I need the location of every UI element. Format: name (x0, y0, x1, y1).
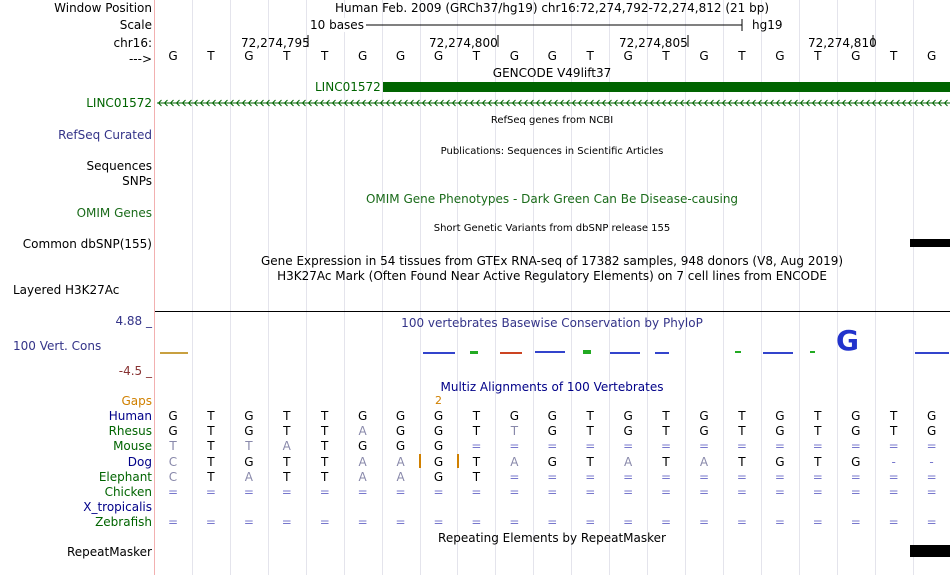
alignment-base: = (623, 439, 634, 454)
alignment-base: G (775, 454, 785, 469)
alignment-base: T (510, 424, 519, 439)
multiz-track-title[interactable]: Multiz Alignments of 100 Vertebrates (440, 380, 664, 394)
species-label[interactable]: Rhesus (108, 424, 152, 439)
alignment-base: G (244, 409, 254, 423)
alignment-base: = (585, 439, 596, 454)
alignment-base: = (736, 485, 747, 499)
alignment-base: = (471, 485, 482, 499)
alignment-base: C (168, 454, 178, 469)
alignment-base: = (547, 485, 558, 499)
gene-exon-bar[interactable] (383, 82, 950, 92)
gtex-track-title[interactable]: Gene Expression in 54 tissues from GTEx RNA-seq of 17382 samples, 948 donors (V8, Aug 2019) (260, 254, 844, 268)
alignment-base: A (624, 454, 633, 469)
alignment-base: = (509, 515, 520, 530)
alignment-base: T (321, 469, 329, 484)
alignment-base: = (812, 469, 823, 484)
alignment-base: = (888, 515, 899, 530)
alignment-base: = (509, 469, 520, 484)
alignment-base: T (472, 424, 481, 439)
alignment-base: = (926, 515, 937, 530)
reference-base: G (775, 49, 785, 63)
reference-base: G (395, 49, 406, 63)
alignment-base: G (244, 424, 254, 439)
alignment-base: = (319, 485, 330, 499)
alignment-base: = (243, 515, 254, 530)
alignment-base: = (926, 439, 937, 454)
gencode-track-title[interactable]: GENCODE V49lift37 (492, 66, 612, 80)
alignment-base: = (243, 485, 254, 499)
alignment-base: = (774, 469, 785, 484)
alignment-base: T (738, 424, 746, 439)
species-label[interactable]: Zebrafish (95, 515, 152, 530)
alignment-base: = (623, 485, 634, 499)
reference-base: T (738, 49, 746, 63)
alignment-base: A (282, 439, 291, 454)
alignment-base: = (850, 439, 861, 454)
species-label[interactable]: Human (108, 409, 152, 423)
alignment-base: - (891, 454, 896, 469)
alignment-base: C (168, 469, 178, 484)
ruler-tick-label: 72,274,810 (808, 36, 877, 50)
alignment-base: G (851, 424, 861, 439)
alignment-base: G (357, 439, 368, 454)
alignment-base: T (245, 439, 253, 454)
assembly-label: hg19 (752, 18, 783, 32)
alignment-base: G (623, 424, 633, 439)
label-layered-h3k27ac[interactable]: Layered H3K27Ac (13, 283, 120, 297)
alignment-base: A (244, 469, 253, 484)
alignment-base: = (698, 515, 710, 530)
alignment-base: T (321, 454, 329, 469)
alignment-base: T (321, 439, 329, 454)
reference-base: G (168, 49, 178, 63)
label-common-dbsnp[interactable]: Common dbSNP(155) (22, 237, 152, 251)
reference-base: G (244, 49, 254, 63)
dbsnp-track-title[interactable]: Short Genetic Variants from dbSNP release 155 (433, 223, 671, 234)
reference-base: T (662, 49, 670, 63)
alignment-base: T (586, 424, 594, 439)
reference-base: G (509, 49, 520, 63)
alignment-base: = (357, 485, 368, 499)
alignment-base: G (509, 409, 520, 423)
refseq-track-title[interactable]: RefSeq genes from NCBI (490, 115, 614, 126)
reference-base: G (547, 49, 557, 63)
alignment-base: G (851, 409, 861, 423)
alignment-base: T (738, 454, 746, 469)
window-position-title: Human Feb. 2009 (GRCh37/hg19) chr16:72,274,792-72,274,812 (21 bp) (334, 1, 770, 15)
alignment-base: = (547, 469, 558, 484)
alignment-base: = (698, 469, 710, 484)
alignment-base: = (509, 439, 520, 454)
alignment-base: T (814, 454, 822, 469)
label-strand-arrow[interactable]: ---> (128, 52, 152, 66)
alignment-base: A (510, 454, 519, 469)
alignment-base: G (775, 409, 785, 423)
label-refseq-curated[interactable]: RefSeq Curated (58, 128, 152, 142)
alignment-base: = (281, 485, 292, 499)
alignment-base: G (775, 424, 785, 439)
alignment-base: = (736, 439, 747, 454)
alignment-base: = (167, 515, 179, 530)
reference-base: G (926, 49, 937, 63)
label-chrom: chr16: (113, 36, 152, 50)
alignment-base: T (283, 469, 291, 484)
gap-count: 2 (435, 394, 442, 407)
species-label[interactable]: Chicken (104, 485, 152, 499)
alignment-base: A (396, 469, 405, 484)
alignment-base: = (433, 515, 444, 530)
gene-intron-line[interactable] (157, 97, 950, 109)
label-cons-min: -4.5 _ (118, 364, 152, 378)
omim-track-title[interactable]: OMIM Gene Phenotypes - Dark Green Can Be Disease-causing (365, 192, 739, 206)
label-repeatmasker[interactable]: RepeatMasker (66, 545, 152, 559)
alignment-base: G (395, 424, 406, 439)
reference-base: T (207, 49, 215, 63)
alignment-base: - (929, 454, 934, 469)
alignment-base: T (169, 439, 177, 454)
grid-line (306, 0, 307, 575)
alignment-base: T (738, 409, 746, 423)
alignment-base: A (358, 424, 367, 439)
label-gaps: Gaps (121, 394, 152, 408)
alignment-base: = (585, 485, 596, 499)
alignment-base: = (774, 515, 785, 530)
label-sequences[interactable]: Sequences (86, 159, 152, 173)
alignment-base: G (395, 439, 406, 454)
alignment-base: = (926, 469, 937, 484)
conservation-peak-logo: G (836, 324, 859, 357)
ruler-tick-label: 72,274,800 (429, 36, 498, 50)
label-window-position: Window Position (54, 1, 152, 15)
alignment-base: G (623, 409, 633, 423)
alignment-base: T (207, 454, 215, 469)
species-label[interactable]: Mouse (113, 439, 152, 454)
label-separator (154, 0, 155, 575)
reference-base: G (851, 49, 861, 63)
dog-insertion-mark (457, 454, 459, 468)
alignment-base: = (205, 485, 216, 499)
alignment-base: = (547, 439, 558, 454)
alignment-base: = (623, 515, 634, 530)
label-omim-genes[interactable]: OMIM Genes (76, 206, 152, 220)
publications-track-title[interactable]: Publications: Sequences in Scientific Articles (440, 146, 664, 157)
alignment-base: = (812, 485, 823, 499)
alignment-base: = (661, 469, 672, 484)
alignment-base: T (586, 454, 594, 469)
alignment-base: A (699, 454, 709, 469)
h3k27ac-baseline (155, 311, 950, 312)
alignment-base: = (661, 439, 672, 454)
reference-base: G (699, 49, 709, 63)
reference-base: T (472, 49, 481, 63)
alignment-base: = (774, 439, 785, 454)
scale-label: 10 bases (310, 18, 364, 32)
alignment-base: G (433, 469, 444, 484)
alignment-base: = (509, 485, 520, 499)
species-label[interactable]: Elephant (98, 469, 152, 484)
ruler-tick-label: 72,274,795 (241, 36, 310, 50)
alignment-base: T (207, 409, 215, 423)
alignment-base: = (850, 469, 861, 484)
alignment-base: G (547, 409, 557, 423)
alignment-base: A (396, 454, 405, 469)
alignment-base: G (851, 454, 861, 469)
alignment-base: G (547, 424, 557, 439)
label-cons-max: 4.88 _ (115, 314, 152, 328)
reference-base: T (321, 49, 329, 63)
alignment-base: G (357, 409, 368, 423)
alignment-base: T (207, 439, 215, 454)
alignment-base: = (167, 485, 179, 499)
label-scale: Scale (119, 18, 152, 32)
alignment-base: A (358, 454, 367, 469)
alignment-base: = (357, 515, 368, 530)
alignment-base: A (358, 469, 367, 484)
alignment-base: T (321, 409, 329, 423)
alignment-base: = (774, 485, 785, 499)
alignment-base: T (472, 454, 481, 469)
alignment-base: = (661, 485, 672, 499)
alignment-base: = (661, 515, 672, 530)
alignment-base: G (395, 409, 406, 423)
species-label[interactable]: Dog (127, 454, 152, 469)
alignment-base: = (698, 439, 710, 454)
alignment-base: G (433, 439, 444, 454)
alignment-base: T (207, 469, 215, 484)
alignment-base: T (662, 409, 670, 423)
label-100-vert-cons[interactable]: 100 Vert. Cons (13, 339, 102, 353)
alignment-base: = (850, 485, 861, 499)
alignment-base: = (888, 469, 899, 484)
alignment-base: = (281, 515, 292, 530)
grid-line (268, 0, 269, 575)
alignment-base: T (814, 409, 822, 423)
alignment-base: = (471, 439, 482, 454)
reference-base: T (283, 49, 291, 63)
reference-base: T (889, 49, 898, 63)
reference-base: G (623, 49, 633, 63)
alignment-base: T (586, 409, 594, 423)
alignment-base: = (395, 485, 406, 499)
alignment-base: = (623, 469, 634, 484)
alignment-base: G (433, 409, 444, 423)
alignment-base: G (244, 454, 254, 469)
alignment-base: T (321, 424, 329, 439)
alignment-base: T (472, 469, 481, 484)
grid-line (192, 0, 193, 575)
alignment-base: T (814, 424, 822, 439)
alignment-base: T (662, 454, 670, 469)
label-snps[interactable]: SNPs (122, 174, 152, 188)
alignment-base: = (433, 485, 444, 499)
reference-base: T (586, 49, 594, 63)
alignment-base: T (889, 424, 898, 439)
alignment-base: = (812, 439, 823, 454)
alignment-base: = (926, 485, 937, 499)
alignment-base: G (168, 424, 178, 439)
alignment-base: G (699, 424, 709, 439)
alignment-base: G (926, 424, 937, 439)
reference-base: T (814, 49, 822, 63)
gene-name-label[interactable]: LINC01572 (315, 80, 381, 94)
alignment-base: = (888, 485, 899, 499)
alignment-base: = (585, 469, 596, 484)
alignment-base: G (168, 409, 178, 423)
alignment-base: = (471, 515, 482, 530)
alignment-base: = (205, 515, 216, 530)
repeatmasker-track-title[interactable]: Repeating Elements by RepeatMasker (438, 531, 666, 545)
dog-insertion-mark (419, 454, 421, 468)
alignment-base: T (283, 424, 291, 439)
label-linc01572-track[interactable]: LINC01572 (86, 96, 152, 110)
reference-base: G (433, 49, 444, 63)
alignment-base: = (698, 485, 710, 499)
alignment-base: T (662, 424, 670, 439)
alignment-base: = (547, 515, 558, 530)
alignment-base: T (472, 409, 481, 423)
h3k27ac-track-title[interactable]: H3K27Ac Mark (Often Found Near Active Regulatory Elements) on 7 cell lines from ENCODE (277, 269, 827, 283)
alignment-base: = (395, 515, 406, 530)
alignment-base: T (283, 409, 291, 423)
alignment-base: = (850, 515, 861, 530)
alignment-base: G (433, 454, 444, 469)
alignment-base: = (812, 515, 823, 530)
grid-line (230, 0, 231, 575)
alignment-base: G (926, 409, 937, 423)
ruler-tick-label: 72,274,805 (619, 36, 688, 50)
alignment-base: T (283, 454, 291, 469)
dbsnp-feature[interactable] (910, 239, 950, 247)
alignment-base: G (699, 409, 709, 423)
alignment-base: = (736, 515, 747, 530)
alignment-base: = (888, 439, 899, 454)
alignment-base: = (736, 469, 747, 484)
alignment-base: = (585, 515, 596, 530)
alignment-base: = (319, 515, 330, 530)
alignment-base: T (207, 424, 215, 439)
alignment-base: G (547, 454, 557, 469)
alignment-base: T (889, 409, 898, 423)
reference-base: G (357, 49, 368, 63)
conservation-graph[interactable] (155, 330, 950, 360)
alignment-base: G (433, 424, 444, 439)
species-label[interactable]: X_tropicalis (83, 500, 152, 515)
repeatmasker-feature[interactable] (910, 545, 950, 557)
phylop-track-title[interactable]: 100 vertebrates Basewise Conservation by PhyloP (401, 316, 703, 330)
